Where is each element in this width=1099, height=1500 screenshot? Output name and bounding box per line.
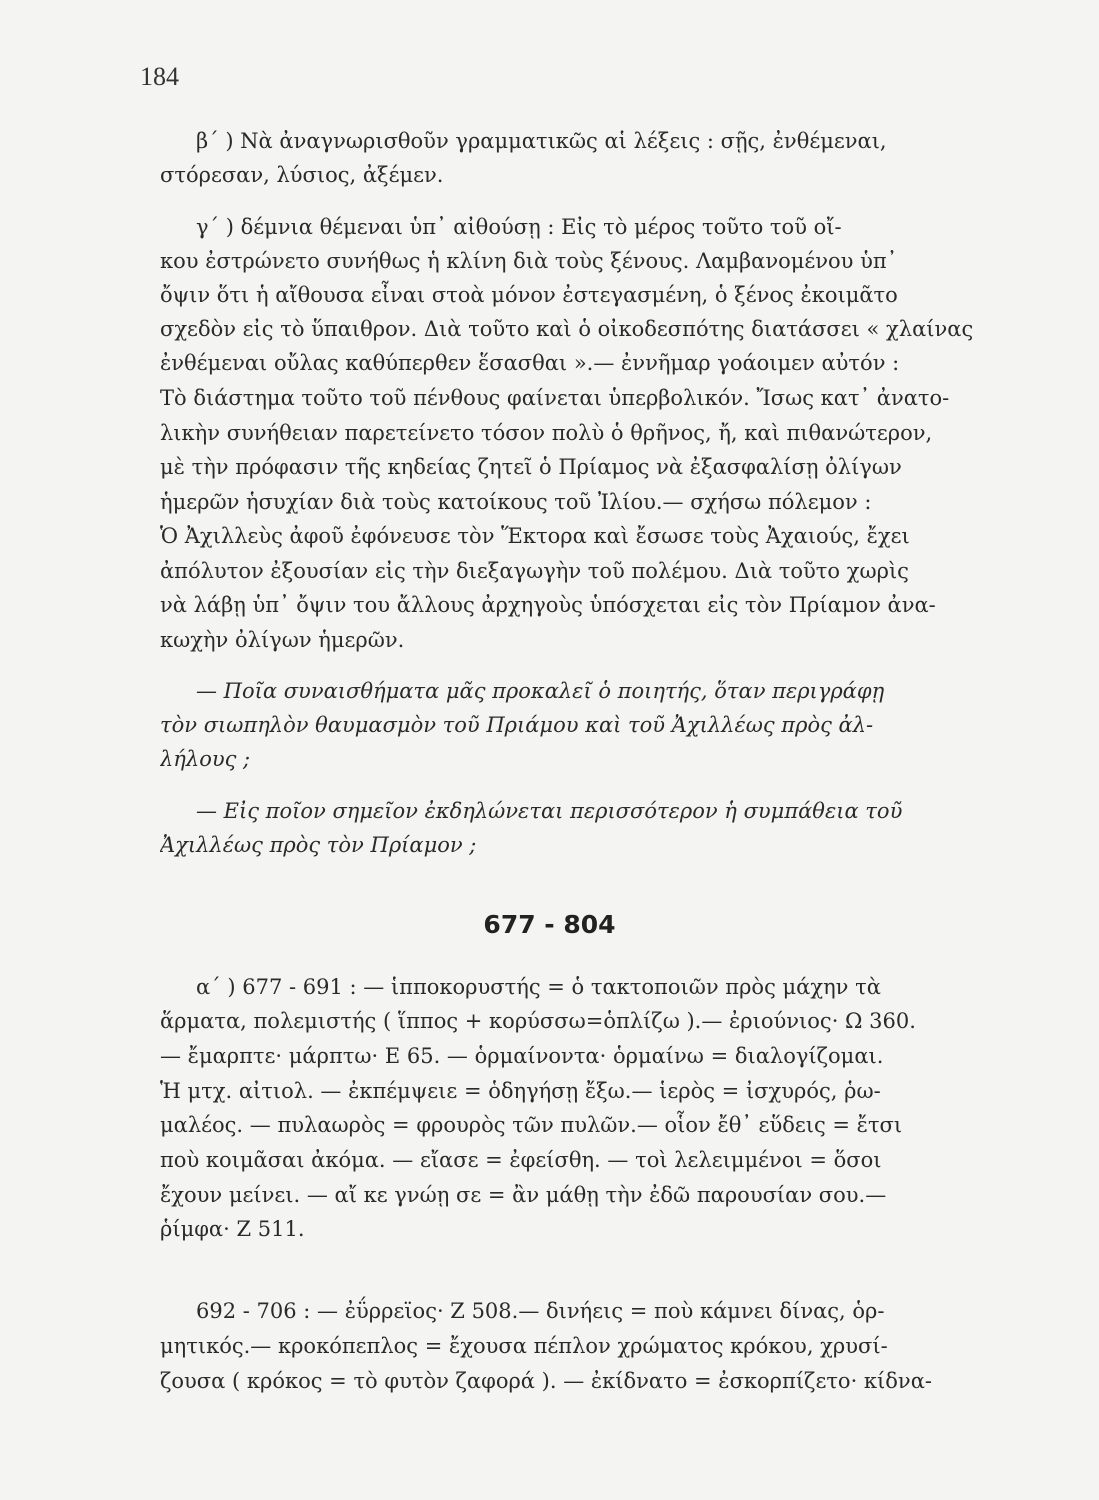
text-line: ῥίμφα· Ζ 511. — [160, 1217, 305, 1241]
section-heading: 677 - 804 — [483, 910, 616, 939]
text-line: μαλέος. — πυλαωρὸς = φρουρὸς τῶν πυλῶν.— οἷον ἔθ᾽ εὕδεις = ἔτσι — [160, 1113, 903, 1137]
text-line: νὰ λάβῃ ὑπ᾽ ὄψιν του ἄλλους ἀρχηγοὺς ὑπόσχεται εἰς τὸν Πρίαμον ἀνα- — [160, 593, 936, 617]
text-line: ἐνθέμεναι οὔλας καθύπερθεν ἕσασθαι ».— ἐννῆμαρ γοάοιμεν αὐτόν : — [160, 351, 900, 375]
text-line: κου ἐστρώνετο συνήθως ἡ κλίνη διὰ τοὺς ξένους. Λαμβανομένου ὑπ᾽ — [160, 249, 898, 273]
text-line: κωχὴν ὀλίγων ἡμερῶν. — [160, 628, 405, 652]
text-line: α΄ ) 677 - 691 : — ἱπποκορυστής = ὁ τακτοποιῶν πρὸς μάχην τὰ — [196, 975, 881, 999]
text-line: Ὁ Ἀχιλλεὺς ἀφοῦ ἐφόνευσε τὸν Ἕκτορα καὶ ἔσωσε τοὺς Ἀχαιούς, ἔχει — [160, 524, 910, 548]
question-line: — Ποῖα συναισθήματα μᾶς προκαλεῖ ὁ ποιητής, ὅταν περιγράφῃ — [196, 679, 885, 703]
text-line: β΄ ) Νὰ ἀναγνωρισθοῦν γραμματικῶς αἱ λέξεις : σῇς, ἐνθέμεναι, — [196, 129, 887, 153]
question-line: — Εἰς ποῖον σημεῖον ἐκδηλώνεται περισσότερον ἡ συμπάθεια τοῦ — [196, 799, 903, 823]
text-line: ζουσα ( κρόκος = τὸ φυτὸν ζαφορά ). — ἐκίδνατο = ἐσκορπίζετο· κίδνα- — [160, 1369, 932, 1393]
text-line: 692 - 706 : — ἐΰρρεϊος· Ζ 508.— δινήεις = ποὺ κάμνει δίνας, ὁρ- — [196, 1299, 885, 1323]
text-line: ἀπόλυτον ἐξουσίαν εἰς τὴν διεξαγωγὴν τοῦ πολέμου. Διὰ τοῦτο χωρὶς — [160, 559, 909, 583]
text-line: γ΄ ) δέμνια θέμεναι ὑπ᾽ αἰθούσῃ : Εἰς τὸ μέρος τοῦτο τοῦ οἴ- — [196, 215, 842, 239]
text-line: στόρεσαν, λύσιος, ἀξέμεν. — [160, 163, 444, 187]
text-line: ποὺ κοιμᾶσαι ἀκόμα. — εἴασε = ἐφείσθη. — τοὶ λελειμμένοι = ὅσοι — [160, 1148, 882, 1172]
question-line: Ἀχιλλέως πρὸς τὸν Πρίαμον ; — [160, 833, 477, 857]
question-line: λήλους ; — [160, 747, 251, 771]
text-line: Τὸ διάστημα τοῦτο τοῦ πένθους φαίνεται ὑπερβολικόν. Ἴσως κατ᾽ ἀνατο- — [160, 386, 950, 410]
text-line: — ἔμαρπτε· μάρπτω· Ε 65. — ὁρμαίνοντα· ὁρμαίνω = διαλογίζομαι. — [160, 1044, 884, 1068]
text-line: ἔχουν μείνει. — αἴ κε γνώῃ σε = ἂν μάθῃ τὴν ἐδῶ παρουσίαν σου.— — [160, 1183, 887, 1207]
page-number: 184 — [140, 62, 179, 91]
text-line: μητικός.— κροκόπεπλος = ἔχουσα πέπλον χρώματος κρόκου, χρυσί- — [160, 1334, 888, 1358]
text-line: ὄψιν ὅτι ἡ αἴθουσα εἶναι στοὰ μόνον ἐστεγασμένη, ὁ ξένος ἐκοιμᾶτο — [160, 283, 898, 307]
text-line: ἡμερῶν ἡσυχίαν διὰ τοὺς κατοίκους τοῦ Ἰλίου.— σχήσω πόλεμον : — [160, 490, 872, 514]
text-line: σχεδὸν εἰς τὸ ὕπαιθρον. Διὰ τοῦτο καὶ ὁ οἰκοδεσπότης διατάσσει « χλαίνας — [160, 317, 974, 341]
question-line: τὸν σιωπηλὸν θαυμασμὸν τοῦ Πριάμου καὶ τοῦ Ἀχιλλέως πρὸς ἀλ- — [160, 713, 874, 737]
text-line: Ἡ μτχ. αἰτιολ. — ἐκπέμψειε = ὁδηγήσῃ ἔξω.— ἱερὸς = ἰσχυρός, ῥω- — [160, 1079, 881, 1103]
text-line: λικὴν συνήθειαν παρετείνετο τόσον πολὺ ὁ θρῆνος, ἤ, καὶ πιθανώτερον, — [160, 421, 933, 445]
text-line: ἅρματα, πολεμιστής ( ἵππος + κορύσσω=ὁπλίζω ).— ἐριούνιος· Ω 360. — [160, 1009, 916, 1033]
text-line: μὲ τὴν πρόφασιν τῆς κηδείας ζητεῖ ὁ Πρίαμος νὰ ἐξασφαλίσῃ ὀλίγων — [160, 455, 902, 479]
